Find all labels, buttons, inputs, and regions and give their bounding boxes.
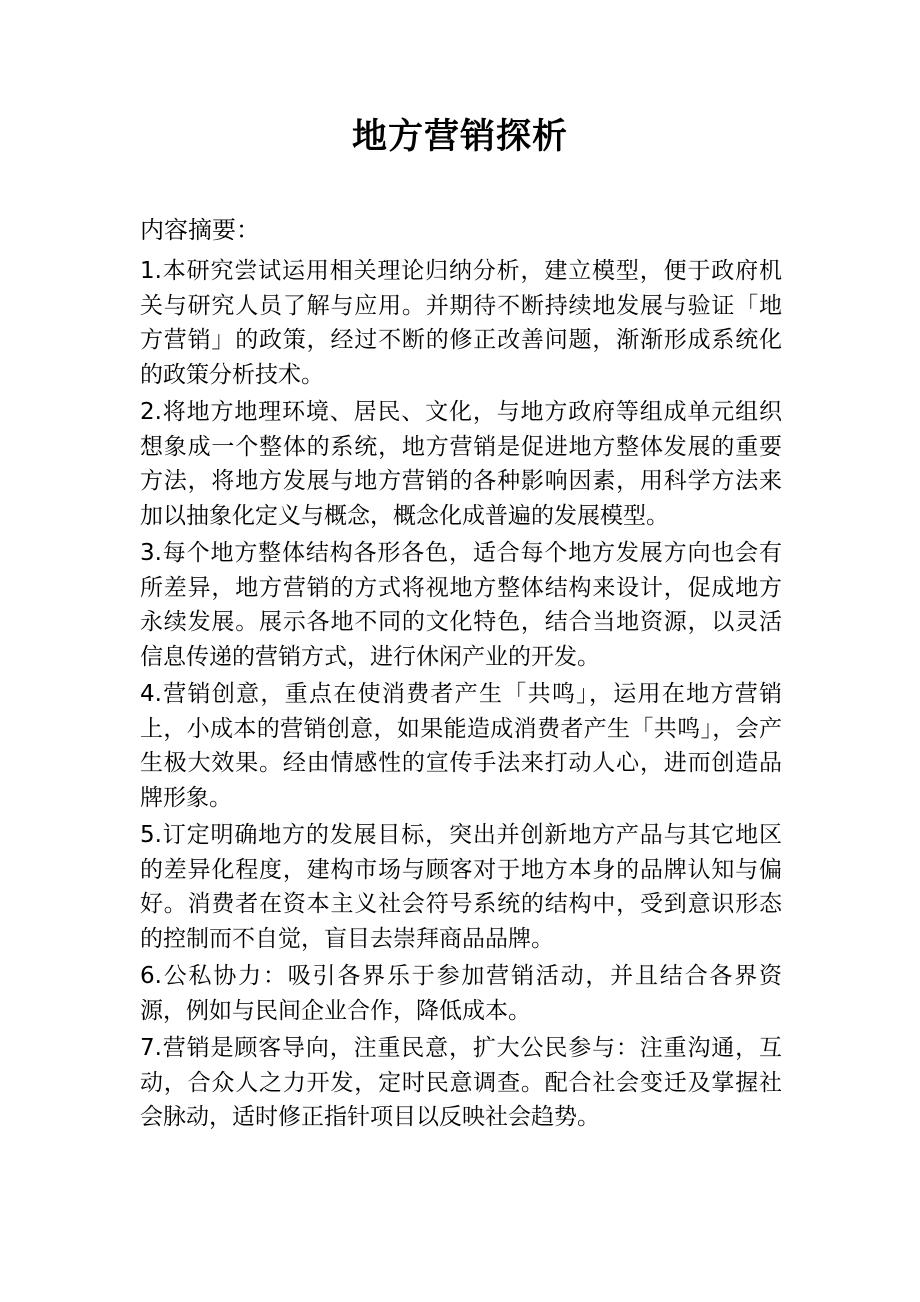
paragraph-2: 2.将地方地理环境、居民、文化，与地方政府等组成单元组织想象成一个整体的系统，地方营销是促进地方整体发展的重要方法，将地方发展与地方营销的各种影响因素，用科学方法来加以抽象化定义与概念，概念化成普遍的发展模型。 xyxy=(140,399,782,529)
paragraph-5: 5.订定明确地方的发展目标，突出并创新地方产品与其它地区的差异化程度，建构市场与顾客对于地方本身的品牌认知与偏好。消费者在资本主义社会符号系统的结构中，受到意识形态的控制而不自觉，盲目去崇拜商品品牌。 xyxy=(140,822,782,952)
paragraph-6: 6.公私协力：吸引各界乐于参加营销活动，并且结合各界资源，例如与民间企业合作，降低成本。 xyxy=(140,963,782,1024)
abstract-label: 内容摘要： xyxy=(140,216,260,244)
paragraph-1: 1.本研究尝试运用相关理论归纳分析，建立模型，便于政府机关与研究人员了解与应用。并期待不断持续地发展与验证「地方营销」的政策，经过不断的修正改善问题，渐渐形成系统化的政策分析技术。 xyxy=(140,258,782,388)
paragraph-4: 4.营销创意，重点在使消费者产生「共鸣」，运用在地方营销上，小成本的营销创意，如果能造成消费者产生「共鸣」，会产生极大效果。经由情感性的宣传手法来打动人心，进而创造品牌形象。 xyxy=(140,681,782,811)
paragraph-7: 7.营销是顾客导向，注重民意，扩大公民参与：注重沟通，互动，合众人之力开发，定时民意调查。配合社会变迁及掌握社会脉动，适时修正指针项目以反映社会趋势。 xyxy=(140,1035,782,1130)
document-body xyxy=(140,210,782,1138)
paragraph-3: 3.每个地方整体结构各形各色，适合每个地方发展方向也会有所差异，地方营销的方式将视地方整体结构来设计，促成地方永续发展。展示各地不同的文化特色，结合当地资源，以灵活信息传递的营销方式，进行休闲产业的开发。 xyxy=(140,540,782,670)
document-title: 地方营销探析 xyxy=(351,117,568,157)
